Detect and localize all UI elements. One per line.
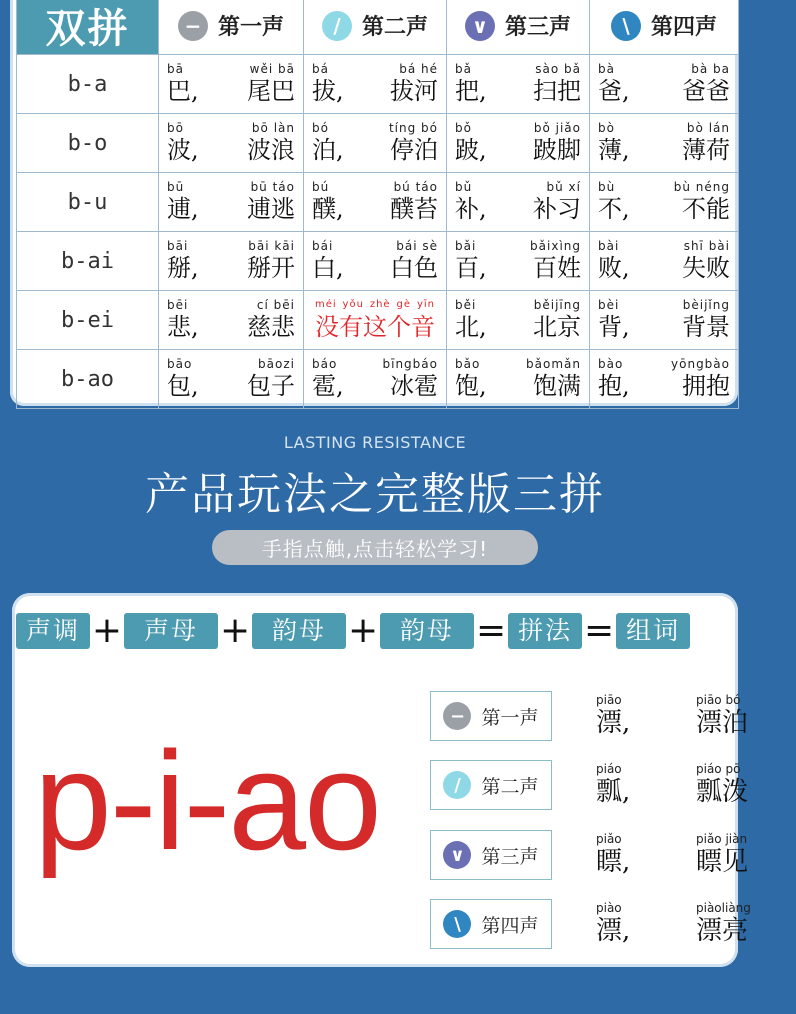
hanzi-line xyxy=(167,194,295,224)
pinyin-text: bǎo xyxy=(455,357,481,371)
header-tone-label: 第三声 xyxy=(504,15,571,40)
pinyin-text: bù xyxy=(598,180,616,194)
hanzi-text: 漂, xyxy=(596,708,631,738)
pinyin-text: bà xyxy=(598,62,615,76)
word-cell[interactable] xyxy=(447,55,590,114)
hanzi-line xyxy=(167,76,295,106)
hanzi-text: 背, xyxy=(598,313,630,341)
pinyin-text: bú táo xyxy=(393,180,438,194)
pinyin-text: piǎo xyxy=(596,832,622,846)
hanzi-line xyxy=(312,135,438,165)
hanzi-text: 醭苔 xyxy=(390,195,438,223)
word-cell[interactable] xyxy=(447,173,590,232)
pinyin-line xyxy=(598,357,730,371)
hanzi-text: 不, xyxy=(598,195,630,223)
word-cell[interactable] xyxy=(159,350,304,409)
hanzi-line xyxy=(598,253,730,283)
word-cell[interactable] xyxy=(159,232,304,291)
hanzi-text: 白色 xyxy=(390,254,438,282)
hanzi-line xyxy=(312,194,438,224)
formula-term-words: 组词 xyxy=(616,613,690,649)
word-cell[interactable] xyxy=(590,173,739,232)
hanzi-line xyxy=(598,76,730,106)
pinyin-text: bīngbáo xyxy=(382,357,438,371)
demo-tone-row xyxy=(430,760,796,810)
word-pair xyxy=(590,239,738,283)
word-cell[interactable] xyxy=(304,173,447,232)
pinyin-line xyxy=(167,121,295,135)
hanzi-line xyxy=(596,707,796,739)
hanzi-text: 逋逃 xyxy=(247,195,295,223)
tone-4-icon: \ xyxy=(443,910,471,938)
pinyin-line xyxy=(167,180,295,194)
pinyin-text: bēi xyxy=(167,298,189,312)
pinyin-text: bà ba xyxy=(691,62,730,76)
header-tone-2[interactable] xyxy=(304,0,447,55)
pinyin-text: piáo xyxy=(596,762,622,776)
hanzi-line xyxy=(596,776,796,808)
syllable-cell[interactable]: b-o xyxy=(17,114,159,173)
word-pair xyxy=(304,121,446,165)
pinyin-line xyxy=(312,180,438,194)
hanzi-text: 饱满 xyxy=(533,372,581,400)
hanzi-text: 扫把 xyxy=(533,77,581,105)
hanzi-text: 停泊 xyxy=(390,136,438,164)
hanzi-line xyxy=(167,371,295,401)
pinyin-text: piàoliàng xyxy=(696,901,751,915)
pinyin-text: bèijǐng xyxy=(682,298,730,312)
pinyin-text: bū táo xyxy=(250,180,295,194)
hanzi-text: 薄荷 xyxy=(682,136,730,164)
plus-sign: + xyxy=(347,610,379,651)
hanzi-text: 跛, xyxy=(455,136,487,164)
hanzi-line xyxy=(598,312,730,342)
shuangpin-table-card xyxy=(10,0,738,406)
syllable-cell[interactable]: b-ao xyxy=(17,350,159,409)
tone-3-icon: ∨ xyxy=(443,841,471,869)
hanzi-text: 百姓 xyxy=(533,254,581,282)
pinyin-line xyxy=(455,121,581,135)
word-cell[interactable] xyxy=(159,114,304,173)
pinyin-text: bǎ xyxy=(455,62,472,76)
word-pair xyxy=(304,357,446,401)
hanzi-text: 补, xyxy=(455,195,487,223)
word-pair xyxy=(159,298,303,342)
pinyin-text: běi xyxy=(455,298,477,312)
word-pair xyxy=(304,239,446,283)
hanzi-line xyxy=(167,253,295,283)
pinyin-text: bù néng xyxy=(673,180,730,194)
pinyin-line xyxy=(312,121,438,135)
hanzi-text: 饱, xyxy=(455,372,487,400)
hanzi-line xyxy=(312,371,438,401)
pinyin-text: tíng bó xyxy=(388,121,438,135)
tone-label: 第四声 xyxy=(481,914,539,937)
hanzi-text: 掰, xyxy=(167,254,199,282)
formula-term-initial: 声母 xyxy=(124,613,218,649)
tone-label: 第一声 xyxy=(481,706,539,729)
hanzi-text: 抱, xyxy=(598,372,630,400)
table-corner-title: 双拼 xyxy=(17,0,159,55)
pinyin-text: shī bài xyxy=(683,239,730,253)
pinyin-text: bǎomǎn xyxy=(526,357,581,371)
pinyin-text: bào xyxy=(598,357,624,371)
word-pair xyxy=(447,298,589,342)
word-cell[interactable] xyxy=(159,173,304,232)
table-row xyxy=(17,232,739,291)
pinyin-text: zhè xyxy=(369,299,391,310)
tone-label: 第三声 xyxy=(481,845,539,868)
table-header-row xyxy=(17,0,739,55)
syllable-cell[interactable]: b-ai xyxy=(17,232,159,291)
pinyin-text: piāo xyxy=(596,693,622,707)
hanzi-line xyxy=(598,135,730,165)
no-sound-notice xyxy=(304,298,446,342)
pinyin-line xyxy=(167,298,295,312)
hanzi-text: 泊, xyxy=(312,136,344,164)
pinyin-text: bú xyxy=(312,180,330,194)
hanzi-text: 爸爸 xyxy=(682,77,730,105)
word-pair xyxy=(447,239,589,283)
shuangpin-table xyxy=(16,0,739,409)
pinyin-line xyxy=(596,693,796,707)
demo-tone-row xyxy=(430,830,796,880)
hanzi-text: 拔河 xyxy=(390,77,438,105)
syllable-cell[interactable]: b-u xyxy=(17,173,159,232)
tone-2-icon: / xyxy=(322,11,352,41)
pinyin-text: piáo pō xyxy=(696,762,741,776)
pinyin-text: bài xyxy=(598,239,620,253)
pinyin-text: bāo xyxy=(167,357,193,371)
tone-label: 第二声 xyxy=(481,775,539,798)
header-tone-1[interactable] xyxy=(159,0,304,55)
pinyin-text: sào bǎ xyxy=(535,62,581,76)
pinyin-text: bèi xyxy=(598,298,620,312)
pinyin-text: bá hé xyxy=(399,62,438,76)
pinyin-line xyxy=(455,357,581,371)
table-row xyxy=(17,350,739,409)
hanzi-text: 漂泊 xyxy=(696,708,749,738)
hanzi-line xyxy=(312,253,438,283)
word-pair xyxy=(590,357,738,401)
pinyin-line xyxy=(596,832,796,846)
plus-sign: + xyxy=(219,610,251,651)
pinyin-text: bó xyxy=(312,121,329,135)
word-pair xyxy=(159,239,303,283)
pinyin-line xyxy=(167,357,295,371)
pinyin-text: bāi xyxy=(167,239,189,253)
tone-3-icon: ∨ xyxy=(465,11,495,41)
word-cell[interactable] xyxy=(159,55,304,114)
table-row xyxy=(17,173,739,232)
word-cell[interactable] xyxy=(304,232,447,291)
equals-sign: = xyxy=(475,610,507,651)
word-cell[interactable] xyxy=(590,114,739,173)
example-words[interactable] xyxy=(596,832,796,878)
pinyin-text: piāo bó xyxy=(696,693,741,707)
hanzi-text: 百, xyxy=(455,254,487,282)
pinyin-text: bū xyxy=(167,180,185,194)
pinyin-line xyxy=(167,62,295,76)
word-pair xyxy=(590,180,738,224)
hanzi-text: 不能 xyxy=(682,195,730,223)
hanzi-line xyxy=(598,194,730,224)
hanzi-line xyxy=(596,846,796,878)
header-tone-label: 第四声 xyxy=(650,15,717,40)
tone-1-icon: − xyxy=(178,11,208,41)
pinyin-line xyxy=(596,762,796,776)
demo-syllable[interactable]: p-i-ao xyxy=(34,722,380,879)
pinyin-line xyxy=(312,357,438,371)
hanzi-text: 背景 xyxy=(682,313,730,341)
word-pair xyxy=(304,62,446,106)
header-tone-4[interactable] xyxy=(590,0,739,55)
plus-sign: + xyxy=(91,610,123,651)
hanzi-text: 悲, xyxy=(167,313,199,341)
hanzi-line xyxy=(455,194,581,224)
hanzi-line xyxy=(455,76,581,106)
hanzi-line xyxy=(598,371,730,401)
formula-term-tone: 声调 xyxy=(16,613,90,649)
example-words[interactable] xyxy=(596,693,796,739)
pinyin-text: bái xyxy=(312,239,334,253)
equals-sign: = xyxy=(583,610,615,651)
hanzi-text: 没有这个音 xyxy=(315,313,435,341)
syllable-cell[interactable]: b-a xyxy=(17,55,159,114)
formula-term-spelling: 拼法 xyxy=(508,613,582,649)
word-cell[interactable] xyxy=(447,350,590,409)
word-cell[interactable] xyxy=(590,291,739,350)
word-pair xyxy=(590,298,738,342)
word-cell[interactable] xyxy=(447,291,590,350)
hanzi-text: 巴, xyxy=(167,77,199,105)
subtitle-english: LASTING RESISTANCE xyxy=(283,433,467,452)
hanzi-text: 包, xyxy=(167,372,199,400)
tone-button-1[interactable] xyxy=(430,691,552,741)
pinyin-text: yǒu xyxy=(342,299,364,310)
hanzi-text: 补习 xyxy=(533,195,581,223)
word-cell[interactable] xyxy=(304,291,447,350)
hanzi-text: 跛脚 xyxy=(533,136,581,164)
hanzi-text: 北, xyxy=(455,313,487,341)
pinyin-line xyxy=(598,180,730,194)
hanzi-text: 拥抱 xyxy=(682,372,730,400)
section-title: 产品玩法之完整版三拼 xyxy=(145,469,605,520)
syllable-cell[interactable]: b-ei xyxy=(17,291,159,350)
hanzi-text: 掰开 xyxy=(247,254,295,282)
word-cell[interactable] xyxy=(590,55,739,114)
pinyin-line xyxy=(312,298,438,312)
hanzi-text: 雹, xyxy=(312,372,344,400)
table-row xyxy=(17,114,739,173)
hanzi-line xyxy=(167,135,295,165)
hanzi-text: 瓢泼 xyxy=(696,777,749,807)
pinyin-text: bái sè xyxy=(396,239,438,253)
tone-1-icon: − xyxy=(443,702,471,730)
word-cell[interactable] xyxy=(590,350,739,409)
pinyin-text: gè xyxy=(396,299,412,310)
pinyin-text: bā xyxy=(167,62,184,76)
instruction-pill: 手指点触,点击轻松学习! xyxy=(212,530,538,565)
pinyin-line xyxy=(455,180,581,194)
hanzi-text: 冰雹 xyxy=(390,372,438,400)
hanzi-line xyxy=(455,312,581,342)
pinyin-text: bǒ xyxy=(455,121,472,135)
pinyin-text: bǔ xí xyxy=(546,180,581,194)
table-row xyxy=(17,55,739,114)
hanzi-text: 薄, xyxy=(598,136,630,164)
word-pair xyxy=(447,180,589,224)
hanzi-text: 慈悲 xyxy=(247,313,295,341)
word-pair xyxy=(590,121,738,165)
hanzi-text: 失败 xyxy=(682,254,730,282)
pinyin-text: piǎo jiàn xyxy=(696,832,748,846)
hanzi-line xyxy=(312,76,438,106)
hanzi-text: 波浪 xyxy=(247,136,295,164)
pinyin-text: bāozi xyxy=(258,357,295,371)
sanpin-demo-card xyxy=(12,593,751,967)
hanzi-text: 把, xyxy=(455,77,487,105)
hanzi-line xyxy=(167,312,295,342)
pinyin-text: bǎixìng xyxy=(530,239,581,253)
pinyin-text: bō xyxy=(167,121,184,135)
word-pair xyxy=(590,62,738,106)
pinyin-line xyxy=(312,239,438,253)
word-cell[interactable] xyxy=(304,55,447,114)
tone-button-3[interactable] xyxy=(430,830,552,880)
pinyin-line xyxy=(598,62,730,76)
pinyin-text: bǔ xyxy=(455,180,473,194)
pinyin-text: yīn xyxy=(416,299,435,310)
word-pair xyxy=(159,121,303,165)
hanzi-text: 败, xyxy=(598,254,630,282)
demo-tone-row xyxy=(430,899,796,949)
hanzi-text: 爸, xyxy=(598,77,630,105)
pinyin-line xyxy=(598,239,730,253)
tone-button-2[interactable] xyxy=(430,760,552,810)
hanzi-text: 漂, xyxy=(596,916,631,946)
pinyin-text: bò lán xyxy=(686,121,730,135)
word-pair xyxy=(447,121,589,165)
hanzi-text: 尾巴 xyxy=(247,77,295,105)
word-pair xyxy=(447,62,589,106)
example-words[interactable] xyxy=(596,901,796,947)
header-tone-label: 第二声 xyxy=(361,15,428,40)
pinyin-line xyxy=(598,298,730,312)
hanzi-text: 拔, xyxy=(312,77,344,105)
pinyin-line xyxy=(455,239,581,253)
pinyin-text: cí bēi xyxy=(256,298,295,312)
hanzi-text: 瓢, xyxy=(596,777,631,807)
hanzi-line xyxy=(596,915,796,947)
pinyin-text: bá xyxy=(312,62,329,76)
word-cell[interactable] xyxy=(590,232,739,291)
hanzi-text: 瞟见 xyxy=(696,847,749,877)
hanzi-text: 包子 xyxy=(247,372,295,400)
tone-4-icon: \ xyxy=(611,11,641,41)
formula-term-final-1: 韵母 xyxy=(252,613,346,649)
hanzi-line xyxy=(455,253,581,283)
pinyin-line xyxy=(455,298,581,312)
pinyin-line xyxy=(167,239,295,253)
tone-button-4[interactable] xyxy=(430,899,552,949)
word-pair xyxy=(159,62,303,106)
hanzi-text: 逋, xyxy=(167,195,199,223)
pinyin-text: wěi bā xyxy=(249,62,295,76)
pinyin-line xyxy=(596,901,796,915)
pinyin-text: bǎi xyxy=(455,239,477,253)
hanzi-text: 醭, xyxy=(312,195,344,223)
word-pair xyxy=(159,357,303,401)
pinyin-text: bò xyxy=(598,121,615,135)
pinyin-text: bō làn xyxy=(251,121,295,135)
word-cell[interactable] xyxy=(304,114,447,173)
pinyin-text: méi xyxy=(314,299,337,310)
hanzi-text: 漂亮 xyxy=(696,916,749,946)
pinyin-text: bāi kāi xyxy=(248,239,295,253)
hanzi-text: 北京 xyxy=(533,313,581,341)
pinyin-line xyxy=(312,62,438,76)
word-cell[interactable] xyxy=(159,291,304,350)
header-tone-label: 第一声 xyxy=(217,15,284,40)
formula-term-final-2: 韵母 xyxy=(380,613,474,649)
tone-2-icon: / xyxy=(443,771,471,799)
word-cell[interactable] xyxy=(447,232,590,291)
example-words[interactable] xyxy=(596,762,796,808)
word-cell[interactable] xyxy=(447,114,590,173)
hanzi-line xyxy=(312,312,438,342)
demo-tone-row xyxy=(430,691,796,741)
pinyin-text: běijīng xyxy=(533,298,581,312)
hanzi-text: 白, xyxy=(312,254,344,282)
pinyin-line xyxy=(455,62,581,76)
word-pair xyxy=(447,357,589,401)
hanzi-line xyxy=(455,135,581,165)
word-pair xyxy=(159,180,303,224)
pinyin-text: piào xyxy=(596,901,622,915)
pinyin-line xyxy=(598,121,730,135)
header-tone-3[interactable] xyxy=(447,0,590,55)
word-cell[interactable] xyxy=(304,350,447,409)
hanzi-text: 瞟, xyxy=(596,847,631,877)
pinyin-text: báo xyxy=(312,357,338,371)
formula-bar xyxy=(16,610,690,651)
table-row xyxy=(17,291,739,350)
pinyin-text: yōngbào xyxy=(671,357,730,371)
hanzi-text: 波, xyxy=(167,136,199,164)
hanzi-line xyxy=(455,371,581,401)
word-pair xyxy=(304,180,446,224)
pinyin-text: bǒ jiǎo xyxy=(533,121,581,135)
